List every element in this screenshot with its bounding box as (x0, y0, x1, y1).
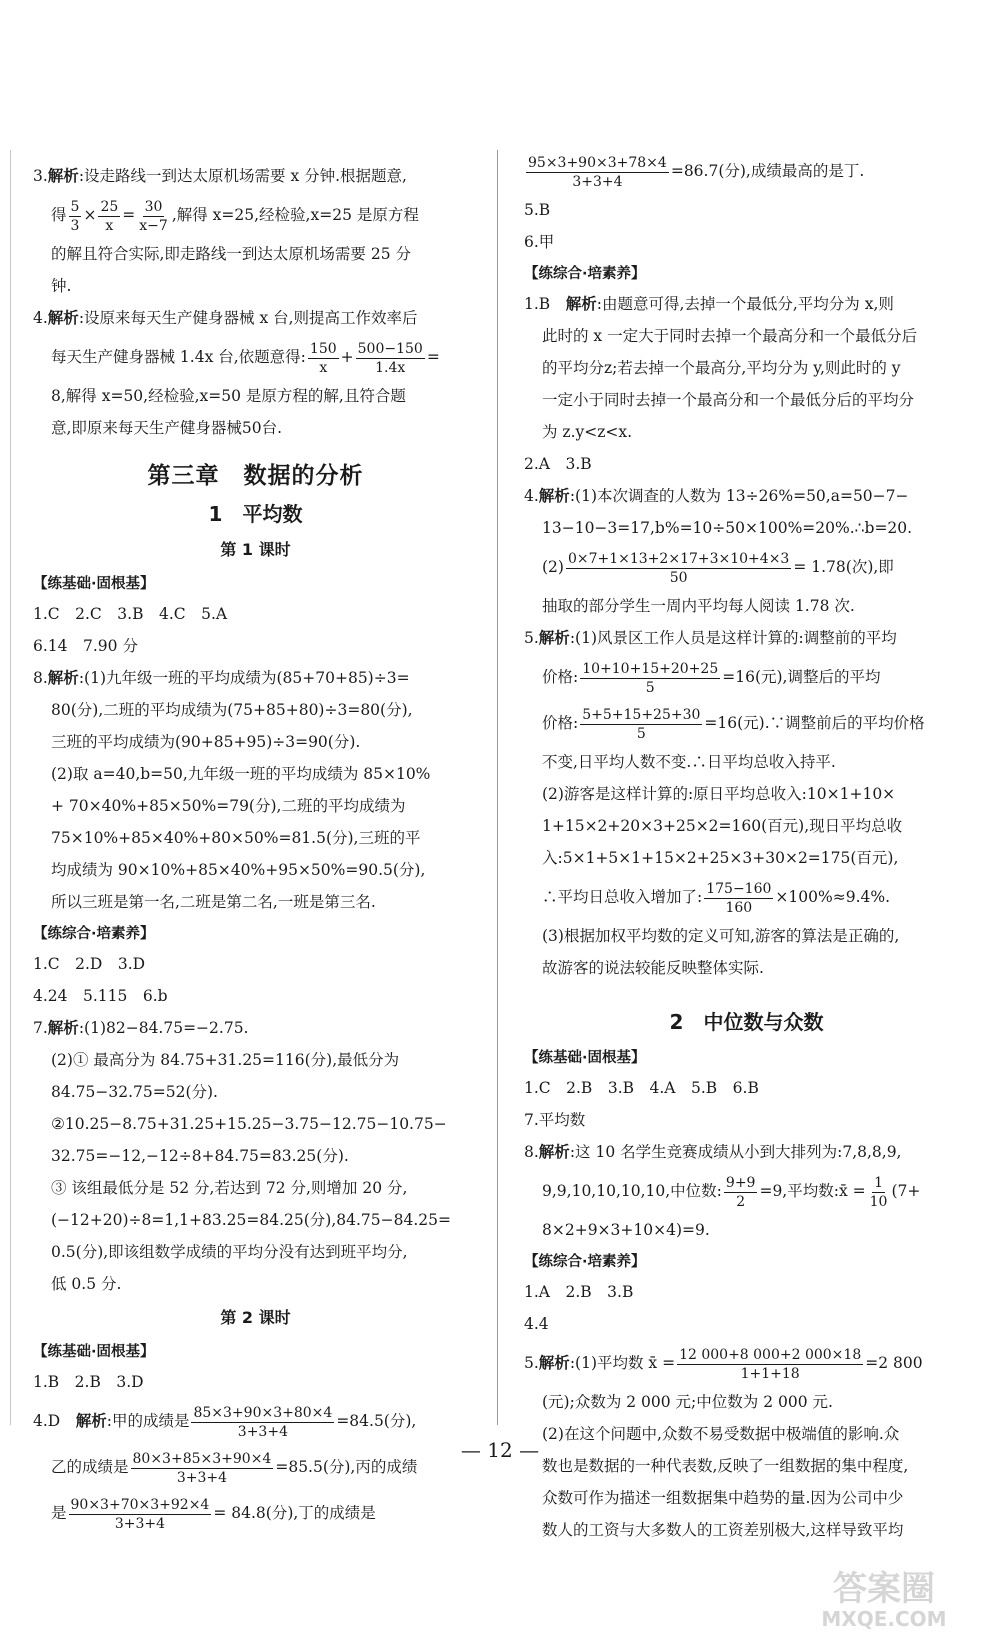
answer-line: 1.A 2.B 3.B (524, 1283, 634, 1301)
fraction: $\frac{10+10+15+20+25}{5}$ (582, 660, 719, 696)
fraction: $\frac{30}{x-7}$ (139, 198, 168, 234)
question-4-right: 4.解析:(1)本次调查的人数为 13÷26%=50,a=50−7− 13−10−3=17,b%=10÷50×100%=20%.∴b=20. (2) $\frac{0\times 7+1\times 13+2\times 17+3\times 10+4\times 3}{50}$ = 1.78(次),即 抽取的部分学生一周内平均每人阅读 1.78 次. (524, 486, 913, 615)
section-heading: 【练综合·培素养】 (524, 266, 646, 282)
section-heading: 【练基础·固根基】 (33, 576, 155, 592)
answer-line: 7.平均数 (524, 1111, 586, 1129)
margin-rule (10, 150, 11, 1425)
answer-line: 6.14 7.90 分 (33, 637, 138, 655)
answer-line: 1.C 2.D 3.D (33, 955, 146, 973)
question-4: 4.解析:设原来每天生产健身器械 x 台,则提高工作效率后 每天生产健身器械 1.4x 台,依题意得: $\frac{150}{x}$ + $\frac{500-150}{1.4x}$ = 8,解得 x=50,经检验,x=50 是原方程的解,且符合题 意,即原来每天生产健身器械50台. (33, 308, 440, 437)
answer-line: 1.B 2.B 3.D (33, 1373, 144, 1391)
answer-line: 4.4 (524, 1315, 549, 1333)
watermark-logo (786, 1562, 982, 1632)
period-title: 第 2 课时 (220, 1308, 291, 1327)
section-heading: 【练综合·培素养】 (524, 1254, 646, 1270)
column-divider (497, 150, 498, 1425)
fraction: $\frac{175-160}{160}$ (706, 880, 772, 916)
left-column (33, 160, 478, 1536)
question-5-right: 5.解析:(1)风景区工作人员是这样计算的:调整前的平均 价格: $\frac{10+10+15+20+25}{5}$ =16(元),调整后的平均 价格: $\frac{5+5+15+25+30}{5}$ =16(元).∵调整前后的平均价格 不变,日平均人数不变.∴日平均总收入持平. (2)游客是这样计算的:原日平均总收入:10×1+10× 1+15×2+20×3+25×2=160(百元),现日平均总收 入:5×1+5×1+15×2+25×3+30×2=175(百元), ∴平均日总收入增加了: $\frac{175-160}{160}$ ×100%≈9.4%. (3)根据加权平均数的定义可知,游客的算法是正确的, 故游客的说法较能反映整体实际. (524, 628, 925, 977)
fraction: $\frac{9+9}{2}$ (725, 1174, 756, 1210)
answer-line: 1.C 2.C 3.B 4.C 5.A (33, 605, 228, 623)
answer-line: 5.B (524, 201, 551, 219)
answer-line: 4.24 5.115 6.b (33, 987, 168, 1005)
lesson-title: 1 平均数 (208, 502, 303, 526)
period-title: 第 1 课时 (220, 540, 291, 559)
fraction: $\frac{0\times 7+1\times 13+2\times 17+3\times 10+4\times 3}{50}$ (567, 550, 790, 586)
question-7: 7.解析:(1)82−84.75=−2.75. (2)① 最高分为 84.75+31.25=116(分),最低分为 84.75−32.75=52(分). ②10.25−8.75+31.25+15.25−3.75−12.75−10.75− 32.75=−12,−12÷8+84.75=83.25(分). ③ 该组最低分是 52 分,若达到 72 分,则增加 20 分, (−12+20)÷8=1,1+83.25=84.25(分),84.75−84.25= 0.5(分),即该组数学成绩的平均分没有达到班平均分, 低 0.5 分. (33, 1018, 451, 1293)
fraction: $\frac{90\times 3+70\times 3+92\times 4}{3+3+4}$ (70, 1496, 210, 1532)
fraction: $\frac{95\times 3+90\times 3+78\times 4}{3+3+4}$ (528, 154, 667, 190)
fraction: $\frac{500-150}{1.4x}$ (357, 340, 423, 376)
fraction: $\frac{85\times 3+90\times 3+80\times 4}{3+3+4}$ (193, 1404, 333, 1440)
question-5b-right: 5.解析:(1)平均数 x̄ = $\frac{12 000+8 000+2 000\times 18}{1+1+18}$ =2 800 (元);众数为 2 000 元;中位数为 2 000 元. (2)在这个问题中,众数不易受数据中极端值的影响.众 数也是数据的一种代表数,反映了一组数据的集中程度, 众数可作为描述一组数据集中趋势的量.因为公司中少 数人的工资与大多数人的工资差别极大,这样导致平均 (524, 1346, 923, 1539)
section-heading: 【练基础·固根基】 (524, 1050, 646, 1066)
question-8-right: 8.解析:这 10 名学生竞赛成绩从小到大排列为:7,8,8,9, 9,9,10,10,10,10,中位数: $\frac{9+9}{2}$ =9,平均数:x̄ = $\frac{1}{10}$ (7+ 8×2+9×3+10×4)=9. (524, 1142, 921, 1239)
page-number: — 12 — (460, 1438, 540, 1462)
answer-line: 6.甲 (524, 233, 555, 251)
answer-line: 1.C 2.B 3.B 4.A 5.B 6.B (524, 1079, 759, 1097)
watermark-site: MXQE.COM (821, 1607, 947, 1631)
fraction: $\frac{5}{3}$ (70, 198, 80, 234)
fraction: $\frac{25}{x}$ (100, 198, 119, 234)
chapter-title: 第三章 数据的分析 (147, 463, 364, 489)
fraction: $\frac{150}{x}$ (309, 340, 337, 376)
question-1: 1.B 解析:由题意可得,去掉一个最低分,平均分为 x,则 此时的 x 一定大于同时去掉一个最高分和一个最低分后 的平均分z;若去掉一个最高分,平均分为 y,则此时的 y 一定小于同时去掉一个最高分和一个最低分后的平均分 为 z.y<z<x. (524, 294, 918, 441)
question-3: 3.解析:设走路线一到达太原机场需要 x 分钟.根据题意, 得 $\frac{5}{3}$ × $\frac{25}{x}$ = $\frac{30}{x-7}$ ,解得 x=25,经检验,x=25 是原方程 的解且符合实际,即走路线一到达太原机场需要 25 分 钟. (33, 166, 419, 295)
watermark-main: 答案圈 (833, 1569, 935, 1609)
section-heading: 【练综合·培素养】 (33, 926, 155, 942)
fraction: $\frac{1}{10}$ (869, 1174, 888, 1210)
fraction: $\frac{5+5+15+25+30}{5}$ (582, 706, 701, 742)
answer-line: 2.A 3.B (524, 455, 592, 473)
lesson-title: 2 中位数与众数 (669, 1010, 824, 1034)
section-heading: 【练基础·固根基】 (33, 1344, 155, 1360)
question-4d: 4.D 解析:甲的成绩是 $\frac{85\times 3+90\times 3+80\times 4}{3+3+4}$ =84.5(分), 乙的成绩是 $\frac{80\times 3+85\times 3+90\times 4}{3+3+4}$ =85.5(分),丙的成绩 是 $\frac{90\times 3+70\times 3+92\times 4}{3+3+4}$ = 84.8(分),丁的成绩是 (33, 1404, 418, 1532)
question-8: 8.解析:(1)九年级一班的平均成绩为(85+70+85)÷3= 80(分),二班的平均成绩为(75+85+80)÷3=80(分), 三班的平均成绩为(90+85+95)÷3=90(分). (2)取 a=40,b=50,九年级一班的平均成绩为 85×10% + 70×40%+85×50%=79(分),二班的平均成绩为 75×10%+85×40%+80×50%=81.5(分),三班的平 均成绩为 90×10%+85×40%+95×50%=90.5(分), 所以三班是第一名,二班是第二名,一班是第三名. (33, 668, 431, 911)
fraction: $\frac{12 000+8 000+2 000\times 18}{1+1+18}$ (679, 1346, 862, 1382)
right-column: $\frac{95\times 3+90\times 3+78\times 4}{3+3+4}$ =86.7(分),成绩最高的是丁. 5.B 6.甲 【练综合·培素养】 1.B 解析:由题意可得,去掉一个最低分,平均分为 x,则 此时的 x 一定大于同时去掉一个最高分和一个最低分后 的平均分z;若去掉一个最高分,平均分为 y,则此时的 y 一定小于同时去掉一个最高分和一个最低分后的平均分 为 z.y<z<x. 2.A 3.B 4.解析:(1)本次调查的人数为 13÷26%=50,a=50−7− 13−10−3=17,b%=10÷50×100%=20%.∴b=20. (2) $\frac{0\times 7+1\times 13+2\times 17+3\times 10+4\times 3}{50}$ = 1.78(次),即 抽取的部分学生一周内平均每人阅读 1.78 次. 5.解析:(1)风景区工作人员是这样计算的:调整前的平均 价格: $\frac{10+10+15+20+25}{5}$ =16(元),调整后的平均 价格: $\frac{5+5+15+25+30}{5}$ =16(元).∵调整前后的平均价格 不变,日平均人数不变.∴日平均总收入持平. (2)游客是这样计算的:原日平均总收入:10×1+10× 1+15×2+20×3+25×2=160(百元),现日平均总收 入:5×1+5×1+15×2+25×3+30×2=175(百元), ∴平均日总收入增加了: $\frac{175-160}{160}$ ×100%≈9.4%. (3)根据加权平均数的定义可知,游客的算法是正确的, 故游客的说法较能反映整体实际. 2 中位数与众数 【练基础·固根基】 1.C 2.B 3.B 4.A 5.B 6.B 7.平均数 8.解析:这 10 名学生竞赛成绩从小到大排列为:7,8,8,9, 9,9,10,10,10,10,中位数: $\frac{9+9}{2}$ =9,平均数:x̄ = $\frac{1}{10}$ (7+ 8×2+9×3+10×4)=9. 【练综合·培素养】 1.A 2.B 3.B 4.4 5.解析:(1)平均数 x̄ = $\frac{12 000+8 000+2 000\times 18}{1+1+18}$ =2 800 (元);众数为 2 000 元;中位数为 2 000 元. (2)在这个问题中,众数不易受数据中极端值的影响.众 数也是数据的一种代表数,反映了一组数据的集中程度, 众数可作为描述一组数据集中趋势的量.因为公司中少 数人的工资与大多数人的工资差别极大,这样导致平均 (524, 148, 969, 1546)
fraction: $\frac{80\times 3+85\times 3+90\times 4}{3+3+4}$ (132, 1450, 272, 1486)
